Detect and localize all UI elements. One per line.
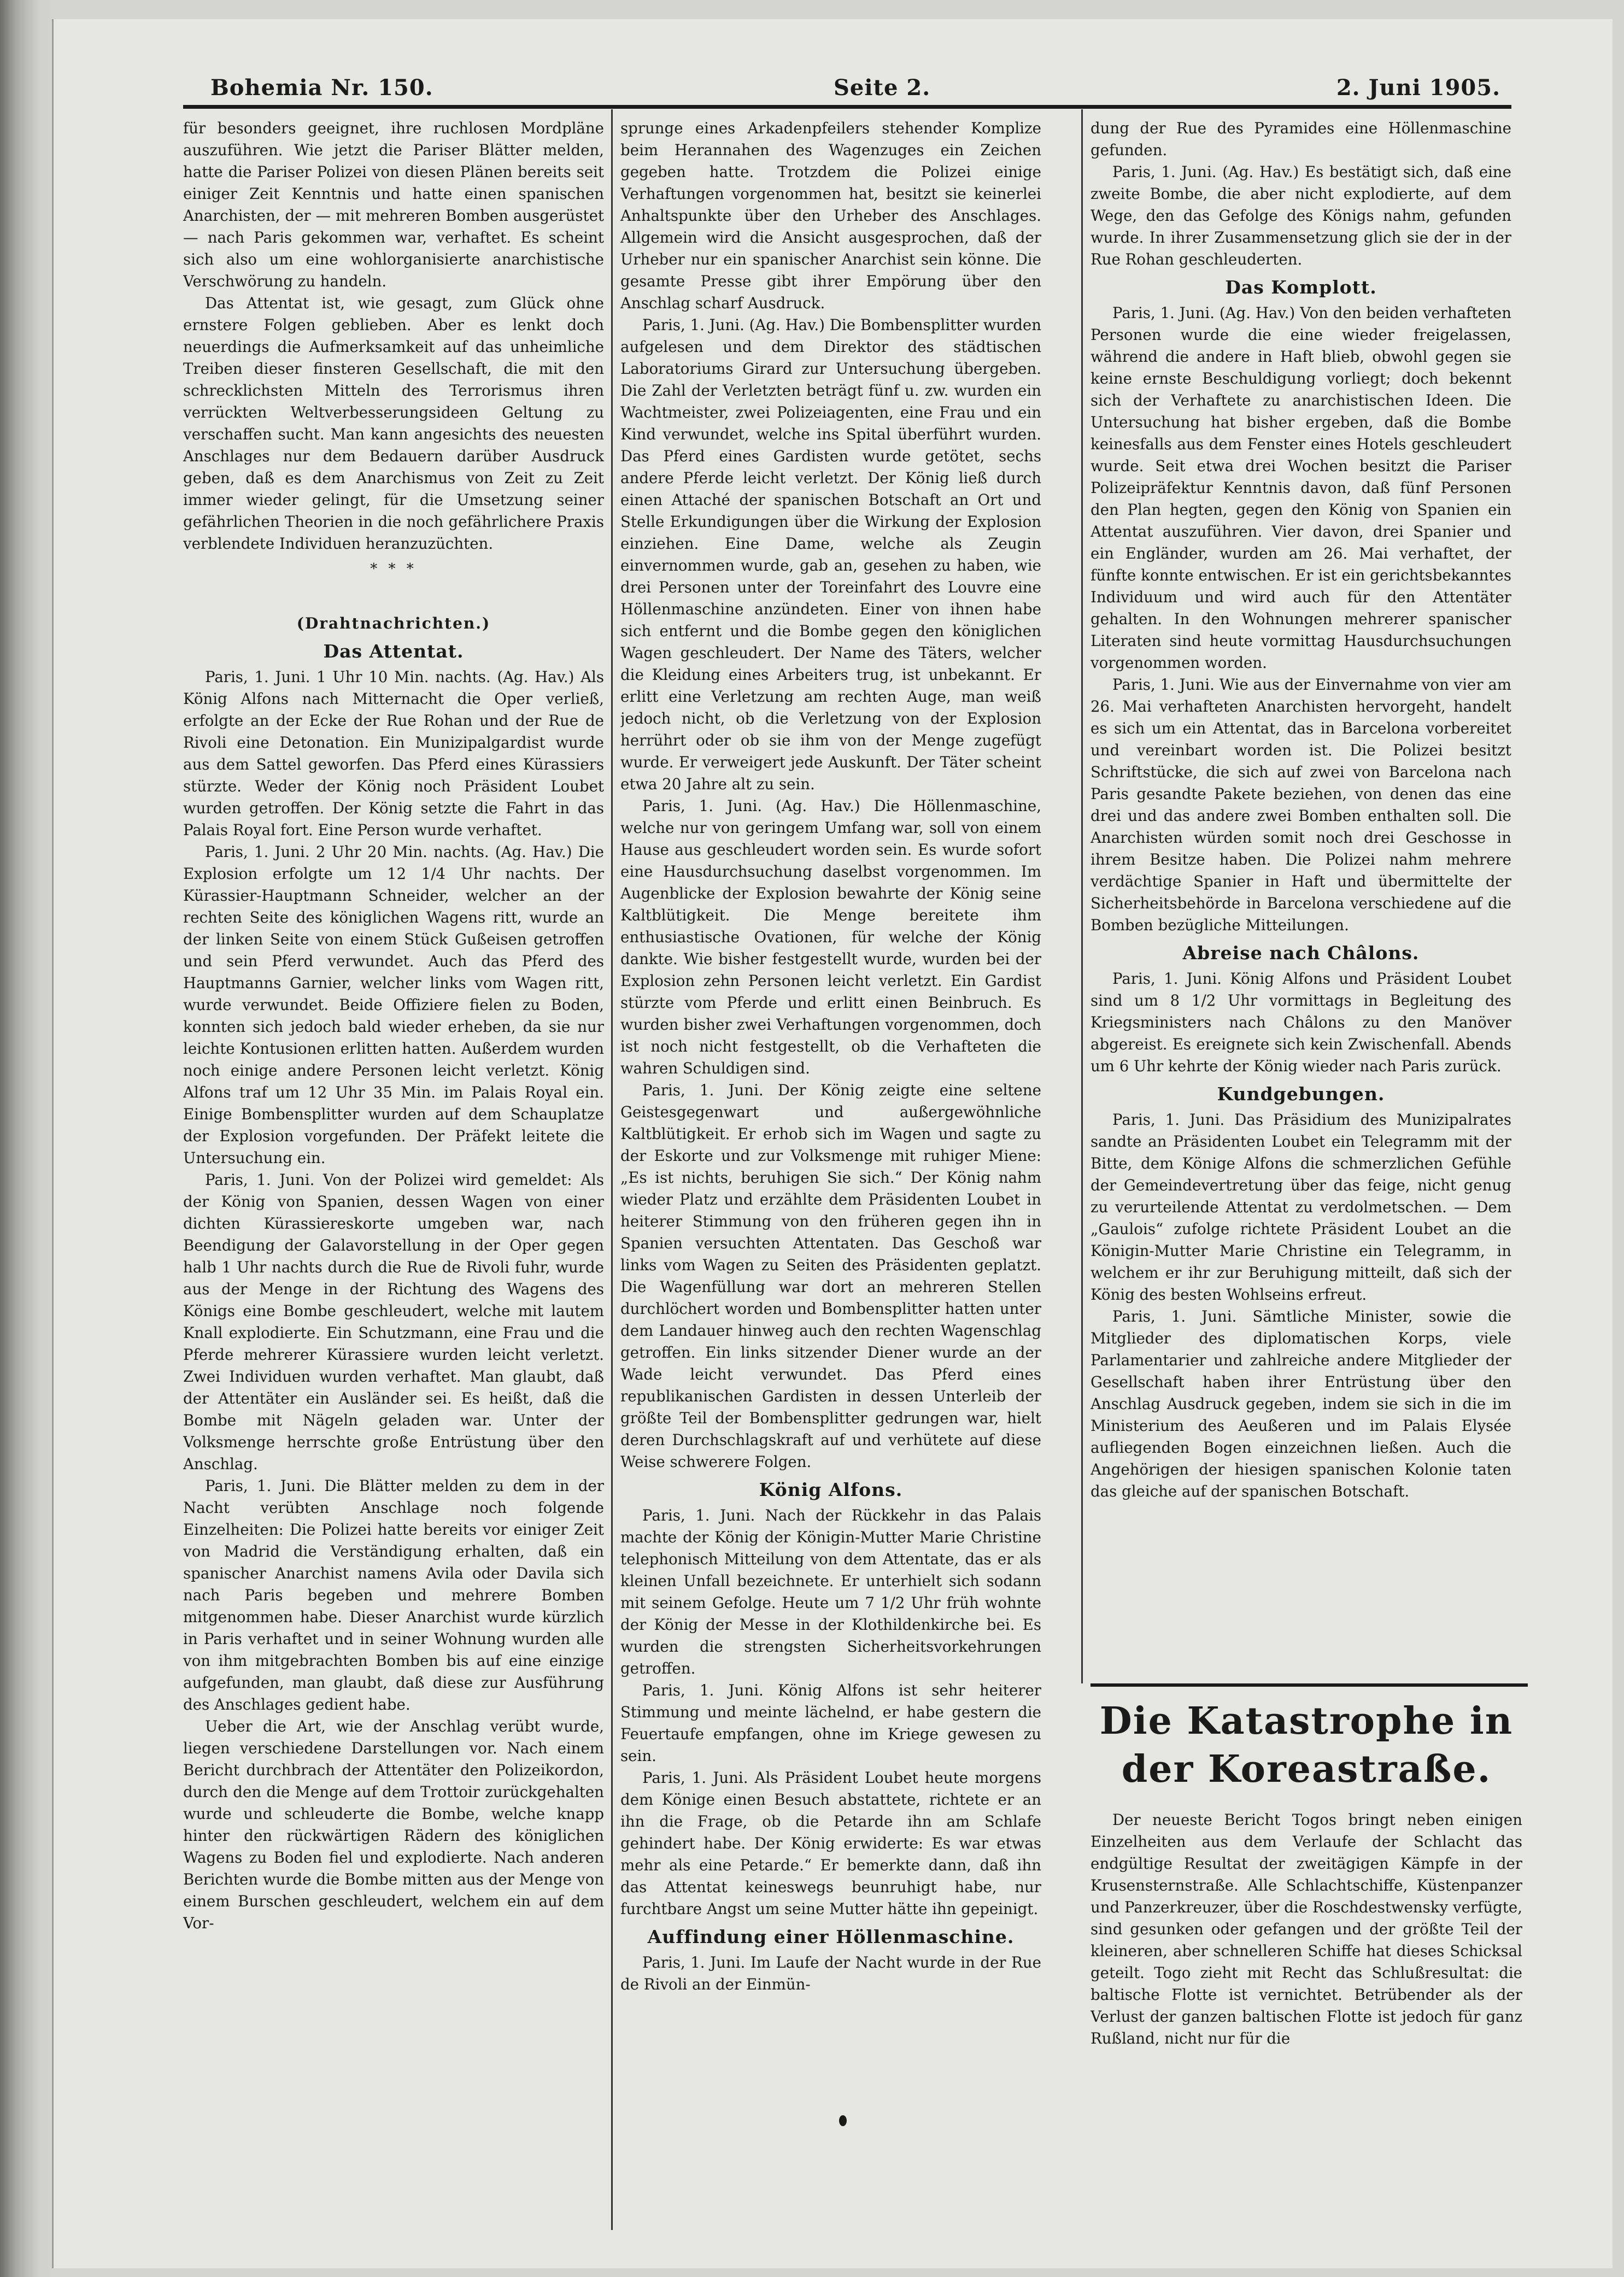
article-paragraph: Der neueste Bericht Togos bringt neben einigen Einzelheiten aus dem Verlaufe der Schlacht das endgültige Resultat der zweitägigen Kämpfe in der Krusensternstraße. Alle Schlachtschiffe, Küstenpanzer und Panzerkreuzer, über die Roschdestwensky verfügte, sind gesunken oder gefangen und der größte Teil der kleineren, aber schnelleren Schiffe hat dieses Schicksal geteilt. Togo zieht mit Recht das Schlußresultat: die baltische Flotte ist vernichtet. Betrübender als der Verlust der ganzen baltischen Flotte ist jedoch für ganz Rußland, nicht nur für die xyxy=(1091,1811,1522,2047)
section-kicker: (Drahtnachrichten.) xyxy=(296,614,491,632)
section-heading: Abreise nach Châlons. xyxy=(1182,942,1420,964)
section-heading: Kundgebungen. xyxy=(1217,1083,1385,1105)
dispatch-paragraph: dung der Rue des Pyramides eine Höllenmaschine gefunden. xyxy=(1091,119,1511,159)
article-paragraph: für besonders geeignet, ihre ruchlosen Mordpläne auszuführen. Wie jetzt die Pariser Blätter melden, hatte die Pariser Polizei von diesen Plänen bereits seit einiger Zeit Kenntnis und hatte einen spanischen Anarchisten, der — mit mehreren Bomben ausgerüstet — nach Paris gekommen war, verhaftet. Es scheint sich also um eine wohlorganisierte anarchistische Verschwörung zu handeln. xyxy=(183,119,604,290)
dispatch-paragraph: Paris, 1. Juni. Als Präsident Loubet heute morgens dem Könige einen Besuch abstattete, richtete er an ihn die Frage, ob die Petarde ihn am Schlafe gehindert habe. Der König erwiderte: Es war etwas mehr als eine Petarde.“ Er bemerkte dann, daß ihn das Attentat keineswegs beunruhigt habe, nur furchtbare Angst um seine Mutter hätte ihn gepeinigt. xyxy=(620,1769,1041,1918)
feature-rule xyxy=(1091,1683,1528,1687)
dispatch-paragraph: Paris, 1. Juni. Sämtliche Minister, sowie die Mitglieder des diplomatischen Korps, viele Parlamentarier und zahlreiche andere Mitglieder der Gesellschaft haben ihrer Entrüstung über den Anschlag Ausdruck gegeben, indem sie sich in die im Ministerium des Aeußeren und im Palais Elysée aufliegenden Bogen einzeichnen ließen. Auch die Angehörigen der hiesigen spanischen Kolonie taten das gleiche auf der spanischen Botschaft. xyxy=(1091,1307,1511,1500)
column-3 xyxy=(1091,118,1511,1675)
section-heading: König Alfons. xyxy=(759,1479,903,1500)
feature-article xyxy=(1091,1809,1522,2225)
dispatch-paragraph: Paris, 1. Juni. Im Laufe der Nacht wurde in der Rue de Rivoli an der Einmün- xyxy=(620,1953,1041,1993)
dispatch-paragraph: Paris, 1. Juni. (Ag. Hav.) Die Höllenmaschine, welche nur von geringem Umfang war, soll von einem Hause aus geschleudert worden sein. Es wurde sofort eine Hausdurchsuchung daselbst vorgenommen. Im Augenblicke der Explosion bewahrte der König seine Kaltblütigkeit. Die Menge bereitete ihm enthusiastische Ovationen, für welche der König dankte. Wie bisher festgestellt wurde, wurden bei der Explosion zehn Personen leicht verletzt. Ein Gardist stürzte vom Pferde und erlitt einen Beinbruch. Es wurden bisher zwei Verhaftungen vorgenommen, doch ist noch nicht festgestellt, ob die Verhafteten die wahren Schuldigen sind. xyxy=(620,797,1041,1077)
dispatch-paragraph: Paris, 1. Juni. 2 Uhr 20 Min. nachts. (Ag. Hav.) Die Explosion erfolgte um 12 1/4 Uhr nachts. Der Kürassier-Hauptmann Schneider, welcher an der rechten Seite des königlichen Wagens ritt, wurde an der linken Seite von einem Stück Gußeisen getroffen und sein Pferd verwundet. Auch das Pferd des Hauptmanns Garnier, welcher links vom Wagen ritt, wurde verwundet. Beide Offiziere fielen zu Boden, konnten sich jedoch bald wieder erheben, da sie nur leichte Kontusionen erlitten hatten. Außerdem wurden noch einige andere Personen leicht verletzt. König Alfons traf um 12 Uhr 35 Min. im Palais Royal ein. Einige Bombensplitter wurden auf dem Schauplatze der Explosion vorgefunden. Der Präfekt leitete die Untersuchung ein. xyxy=(183,843,604,1167)
page-header xyxy=(183,68,1511,101)
article-paragraph: Das Attentat ist, wie gesagt, zum Glück ohne ernstere Folgen geblieben. Aber es lenkt doch neuerdings die Aufmerksamkeit auf das unheimliche Treiben dieser finsteren Gesellschaft, die mit den schrecklichsten Mitteln des Terrorismus ihren verrückten Weltverbesserungsideen Geltung zu verschaffen sucht. Man kann angesichts des neuesten Anschlages nur dem Bedauern darüber Ausdruck geben, daß es dem Anarchismus von Zeit zu Zeit immer wieder gelingt, für die Umsetzung seiner gefährlichen Theorien in die noch gefährlichere Praxis verblendete Individuen heranzuzüchten. xyxy=(183,294,604,553)
section-heading: Auffindung einer Höllenmaschine. xyxy=(647,1926,1015,1947)
dispatch-paragraph: Paris, 1. Juni. Die Blätter melden zu dem in der Nacht verübten Anschlage noch folgende Einzelheiten: Die Polizei hatte bereits vor einiger Zeit von Madrid die Verständigung erhalten, daß ein spanischer Anarchist namens Avila oder Davila sich nach Paris begeben und mehrere Bomben mitgenommen habe. Dieser Anarchist wurde kürzlich in Paris verhaftet und in seiner Wohnung wurden alle von ihm mitgebrachten Bomben bis auf eine einzige aufgefunden, man glaubt, daß diese zur Ausführung des Anschlages gedient habe. xyxy=(183,1477,604,1713)
dispatch-paragraph: Paris, 1. Juni. Wie aus der Einvernahme von vier am 26. Mai verhafteten Anarchisten hervorgeht, handelt es sich um ein Attentat, das in Barcelona vorbereitet und vereinbart worden ist. Die Polizei besitzt Schriftstücke, die sich auf zwei von Barcelona nach Paris gesandte Pakete beziehen, von denen das eine drei und das andere zwei Bomben enthalten soll. Die Anarchisten würden somit noch drei Geschosse in ihrem Besitze haben. Die Polizei nahm mehrere verdächtige Spanier in Haft und übermittelte der Sicherheitsbehörde in Barcelona verschiedene auf die Bomben bezügliche Mitteilungen. xyxy=(1091,676,1511,934)
ink-dot xyxy=(839,2115,847,2126)
dispatch-paragraph: Paris, 1. Juni. Von der Polizei wird gemeldet: Als der König von Spanien, dessen Wagen von einer dichten Kürassiereskorte umgeben war, nach Beendigung der Galavorstellung in der Oper gegen halb 1 Uhr nachts durch die Rue de Rivoli fuhr, wurde aus der Menge in der Richtung des Wagens des Königs eine Bombe geschleudert, welche mit lautem Knall explodierte. Ein Schutzmann, eine Frau und die Pferde mehrerer Kürassiere wurden leicht verletzt. Zwei Individuen wurden verhaftet. Man glaubt, daß der Attentäter ein Ausländer sei. Es heißt, daß die Bombe mit Nägeln geladen war. Unter der Volksmenge herrschte große Entrüstung über den Anschlag. xyxy=(183,1171,604,1473)
column-divider xyxy=(1081,109,1083,1683)
section-heading: Das Attentat. xyxy=(323,641,464,662)
page-number: Seite 2. xyxy=(834,75,931,101)
column-2 xyxy=(620,118,1041,2227)
dispatch-paragraph: Paris, 1. Juni. Der König zeigte eine seltene Geistesgegenwart und außergewöhnliche Kaltblütigkeit. Er erhob sich im Wagen und sagte zu der Eskorte und zur Volksmenge mit ruhiger Miene: „Es ist nichts, beruhigen Sie sich.“ Der König nahm wieder Platz und erzählte dem Präsidenten Loubet in heiterer Stimmung von den früheren gegen ihn in Spanien versuchten Attentaten. Das Geschoß war links vom Wagen zu Seiten des Präsidenten geplatzt. Die Wagenfüllung war dort an mehreren Stellen durchlöchert worden und Bombensplitter hatten unter dem Landauer hinweg auch den rechten Wagenschlag getroffen. Ein links sitzender Diener wurde an der Wade leicht verwundet. Das Pferd eines republikanischen Gardisten in dessen Unterleib der größte Teil der Bombensplitter gedrungen war, hielt deren Durchschlagskraft auf und verhütete auf diese Weise schwerere Folgen. xyxy=(620,1081,1041,1471)
header-rule xyxy=(183,105,1511,109)
feature-title: Die Katastrophe in der Koreastraße. xyxy=(1099,1699,1514,1791)
dispatch-paragraph: Paris, 1. Juni. (Ag. Hav.) Von den beiden verhafteten Personen wurde die eine wieder freigelassen, während die andere in Haft blieb, obwohl gegen sie keine ernste Beschuldigung vorliegt; doch bekennt sich der Verhaftete zu anarchistischen Ideen. Die Untersuchung hat bisher ergeben, daß die Bombe keinesfalls aus dem Fenster eines Hotels geschleudert wurde. Seit etwa drei Wochen besitzt die Pariser Polizeipräfektur Kenntnis davon, daß fünf Personen den Plan hegten, gegen den König von Spanien ein Attentat auszuführen. Vier davon, drei Spanier und ein Engländer, wurden am 26. Mai verhaftet, der fünfte konnte entwischen. Er ist ein gerichtsbekanntes Individuum und wird auch für den Attentäter gehalten. In den Wohnungen mehrerer spanischer Literaten sind heute vormittag Hausdurchsuchungen vorgenommen worden. xyxy=(1091,304,1511,672)
dispatch-paragraph: Paris, 1. Juni. (Ag. Hav.) Die Bombensplitter wurden aufgelesen und dem Direktor des städtischen Laboratoriums Girard zur Untersuchung übergeben. Die Zahl der Verletzten beträgt fünf u. zw. wurden ein Wachtmeister, zwei Polizeiagenten, eine Frau und ein Kind verwundet, welche ins Spital überführt wurden. Das Pferd eines Gardisten wurde getötet, sechs andere Pferde leicht verletzt. Der König ließ durch einen Attaché der spanischen Botschaft an Ort und Stelle Erkundigungen über die Wirkung der Explosion einziehen. Eine Dame, welche als Zeugin einvernommen wurde, gab an, gesehen zu haben, wie drei Personen unter der Toreinfahrt des Louvre eine Höllenmaschine anzündeten. Einer von ihnen habe sich entfernt und die Bombe gegen den königlichen Wagen geschleudert. Der Name des Täters, welcher die Kleidung eines Arbeiters trug, ist unbekannt. Er erlitt eine Verletzung am rechten Auge, man weiß jedoch nicht, ob die Verletzung von der Explosion herrührt oder ob sie ihm von der Menge zugefügt wurde. Er verweigert jede Auskunft. Der Täter scheint etwa 20 Jahre alt zu sein. xyxy=(620,316,1041,793)
masthead-issue: Bohemia Nr. 150. xyxy=(210,75,433,101)
issue-date: 2. Juni 1905. xyxy=(1336,75,1500,101)
dispatch-paragraph: sprunge eines Arkadenpfeilers stehender Komplize beim Herannahen des Wagenzuges ein Zeichen gegeben hatte. Trotzdem die Polizei einige Verhaftungen vorgenommen hat, besitzt sie keinerlei Anhaltspunkte über den Urheber des Anschlages. Allgemein wird die Ansicht ausgesprochen, daß der Urheber nur ein spanischer Anarchist sein könne. Die gesamte Presse gibt ihrer Empörung über den Anschlag scharf Ausdruck. xyxy=(620,119,1041,312)
dispatch-paragraph: Ueber die Art, wie der Anschlag verübt wurde, liegen verschiedene Darstellungen vor. Nach einem Bericht durchbrach der Attentäter den Polizeikordon, durch den die Menge auf dem Trottoir zurückgehalten wurde und schleuderte die Bombe, welche knapp hinter den rückwärtigen Rädern des königlichen Wagens zu Boden fiel und explodierte. Nach anderen Berichten wurde die Bombe mitten aus der Menge von einem Burschen geschleudert, welchem ein auf dem Vor- xyxy=(183,1717,604,1932)
section-end-mark: * * * xyxy=(370,561,417,577)
column-1 xyxy=(183,118,604,2227)
page-gutter-shadow xyxy=(0,0,52,2277)
dispatch-paragraph: Paris, 1. Juni. Das Präsidium des Munizipalrates sandte an Präsidenten Loubet ein Telegramm mit der Bitte, dem Könige Alfons die schmerzlichen Gefühle der Gemeindevertretung über das feige, nicht genug zu verurteilende Attentat zu verdolmetschen. — Dem „Gaulois“ zufolge richtete Präsident Loubet an die Königin-Mutter Marie Christine ein Telegramm, in welchem er ihr zur Beruhigung mitteilt, daß sich der König des besten Wohlseins erfreut. xyxy=(1091,1111,1511,1304)
dispatch-paragraph: Paris, 1. Juni. (Ag. Hav.) Es bestätigt sich, daß eine zweite Bombe, die aber nicht explodierte, auf dem Wege, den das Gefolge des Königs nahm, gefunden wurde. In ihrer Zusammensetzung glich sie der in der Rue Rohan geschleuderten. xyxy=(1091,163,1511,268)
dispatch-paragraph: Paris, 1. Juni. Nach der Rückkehr in das Palais machte der König der Königin-Mutter Marie Christine telephonisch Mitteilung von dem Attentate, das er als kleinen Unfall bezeichnete. Er unterhielt sich sodann mit seinem Gefolge. Heute um 7 1/2 Uhr früh wohnte der König der Messe in der Klothildenkirche bei. Es wurden die strengsten Sicherheitsvorkehrungen getroffen. xyxy=(620,1506,1041,1677)
dispatch-paragraph: Paris, 1. Juni. König Alfons ist sehr heiterer Stimmung und meinte lächelnd, er habe gestern die Feuertaufe empfangen, ohne im Kriege gewesen zu sein. xyxy=(620,1681,1041,1765)
column-divider xyxy=(611,109,613,2230)
section-heading: Das Komplott. xyxy=(1225,277,1377,298)
dispatch-paragraph: Paris, 1. Juni. 1 Uhr 10 Min. nachts. (Ag. Hav.) Als König Alfons nach Mitternacht die Oper verließ, erfolgte an der Ecke der Rue Rohan und der Rue de Rivoli eine Detonation. Ein Munizipalgardist wurde aus dem Sattel geworfen. Das Pferd eines Kürassiers stürzte. Weder der König noch Präsident Loubet wurden getroffen. Der König setzte die Fahrt in das Palais Royal fort. Eine Person wurde verhaftet. xyxy=(183,668,604,839)
dispatch-paragraph: Paris, 1. Juni. König Alfons und Präsident Loubet sind um 8 1/2 Uhr vormittags in Begleitung des Kriegsministers nach Châlons zu den Manöver abgereist. Es ereignete sich kein Zwischenfall. Abends um 6 Uhr kehrte der König wieder nach Paris zurück. xyxy=(1091,970,1511,1075)
